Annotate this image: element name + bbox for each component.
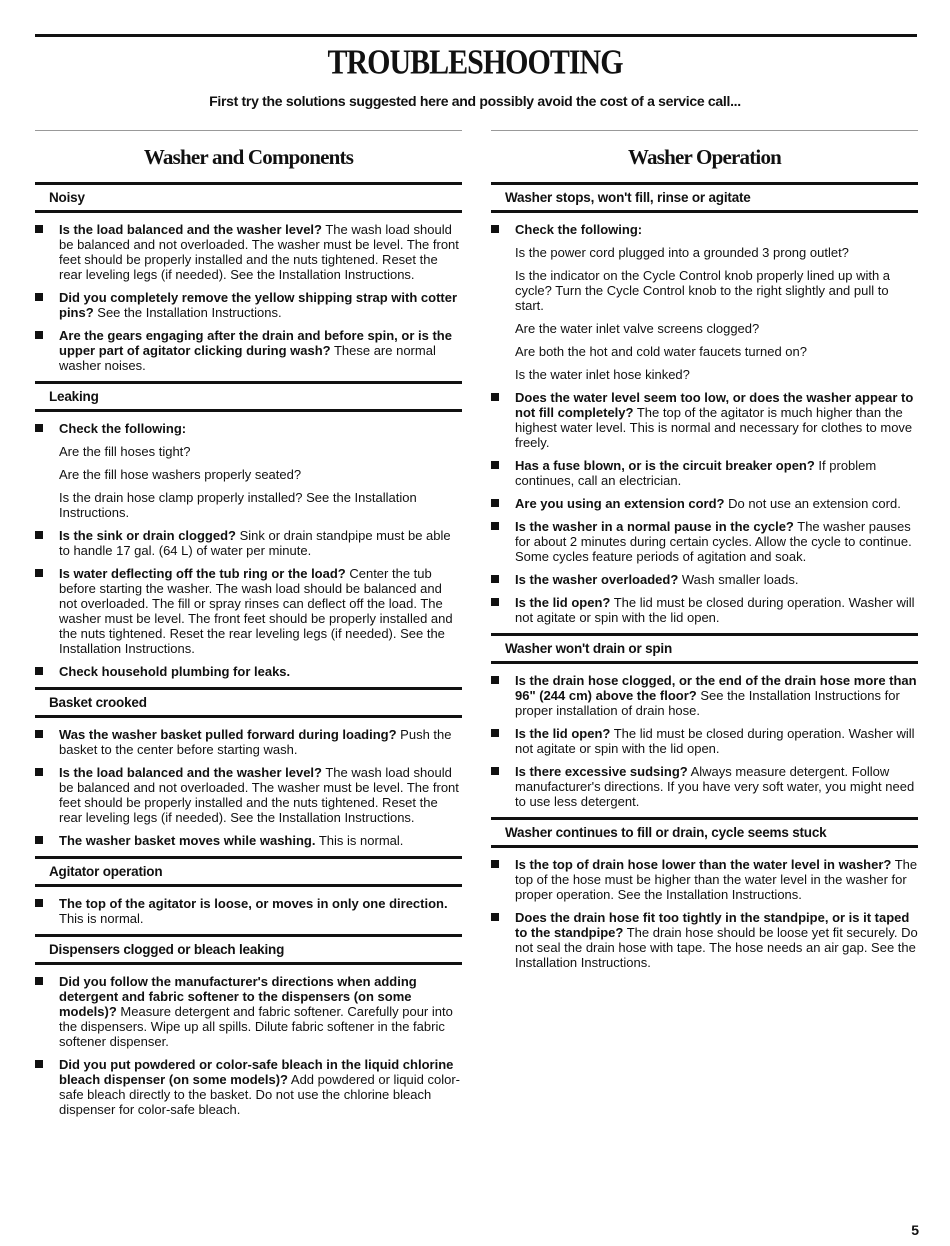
section	[491, 633, 918, 809]
square-bullet-icon	[491, 461, 499, 469]
item-answer: This is normal.	[59, 911, 144, 926]
item-question: Did you put powdered or color-safe bleach in the liquid chlorine bleach dispenser (on some models)?	[59, 1057, 454, 1087]
item-answer: Add powdered or liquid color-safe bleach directly to the basket. Do not use the chlorine bleach dispenser for color-safe bleach.	[59, 1072, 460, 1117]
troubleshooting-item	[491, 222, 918, 237]
troubleshooting-item	[35, 974, 462, 1049]
item-answer: The top of the hose must be higher than the water level in the washer for proper operation. See the Installation Instructions.	[515, 857, 918, 902]
item-question: Is the drain hose clogged, or the end of the drain hose more than 96" (244 cm) above the floor?	[515, 673, 917, 703]
item-answer: Push the basket to the center before starting wash.	[59, 727, 452, 757]
square-bullet-icon	[35, 768, 43, 776]
section	[35, 934, 462, 1117]
section-heading: Dispensers clogged or bleach leaking	[35, 934, 462, 965]
troubleshooting-item	[491, 595, 918, 625]
square-bullet-icon	[491, 860, 499, 868]
square-bullet-icon	[491, 676, 499, 684]
item-question: Is the top of drain hose lower than the water level in washer?	[515, 857, 892, 872]
troubleshooting-item	[35, 528, 462, 558]
item-answer: Wash smaller loads.	[678, 572, 799, 587]
square-bullet-icon	[35, 293, 43, 301]
column-heading: Washer Operation	[627, 145, 782, 169]
troubleshooting-item	[35, 833, 462, 848]
check-line: Is the indicator on the Cycle Control knob properly lined up with a cycle? Turn the Cycle Control knob to the right slightly and pull to start.	[515, 268, 891, 313]
item-answer: The washer pauses for about 2 minutes during certain cycles. Allow the cycle to continue. Some cycles feature periods of agitation and soak.	[515, 519, 912, 564]
item-question: Check the following:	[59, 421, 187, 436]
item-question: Are the gears engaging after the drain and before spin, or is the upper part of agitator clicking during wash?	[59, 328, 452, 358]
section-list	[35, 182, 462, 1117]
troubleshooting-item	[35, 727, 462, 757]
item-question: Is there excessive sudsing?	[515, 764, 688, 779]
square-bullet-icon	[35, 730, 43, 738]
square-bullet-icon	[491, 729, 499, 737]
square-bullet-icon	[35, 331, 43, 339]
square-bullet-icon	[35, 836, 43, 844]
troubleshooting-item	[35, 328, 462, 373]
item-question: Is the washer in a normal pause in the cycle?	[515, 519, 794, 534]
square-bullet-icon	[35, 667, 43, 675]
square-bullet-icon	[491, 913, 499, 921]
section	[35, 182, 462, 373]
troubleshooting-item	[35, 1057, 462, 1117]
troubleshooting-item	[35, 566, 462, 656]
section	[491, 182, 918, 625]
troubleshooting-item	[491, 726, 918, 756]
item-answer: Do not use an extension cord.	[724, 496, 901, 511]
item-answer: See the Installation Instructions.	[93, 305, 282, 320]
item-question: Is the sink or drain clogged?	[59, 528, 236, 543]
item-question: Is the load balanced and the washer level?	[59, 765, 322, 780]
section-heading: Washer stops, won't fill, rinse or agitate	[491, 182, 918, 213]
item-question: Was the washer basket pulled forward during loading?	[59, 727, 397, 742]
troubleshooting-item	[491, 572, 918, 587]
check-line: Are both the hot and cold water faucets turned on?	[515, 344, 807, 359]
square-bullet-icon	[491, 522, 499, 530]
page-title: TROUBLESHOOTING	[327, 43, 623, 82]
item-answer: The drain hose should be loose yet fit securely. Do not seal the drain hose with tape. The hose needs an air gap. See the Installation Instructions.	[515, 925, 918, 970]
square-bullet-icon	[35, 899, 43, 907]
column-divider	[491, 130, 918, 131]
troubleshooting-item	[491, 764, 918, 809]
section	[35, 381, 462, 679]
troubleshooting-item	[491, 910, 918, 970]
square-bullet-icon	[35, 531, 43, 539]
section-heading: Leaking	[35, 381, 462, 412]
page-subtitle: First try the solutions suggested here and possibly avoid the cost of a service call...	[209, 93, 741, 109]
item-question: Check household plumbing for leaks.	[59, 664, 291, 679]
troubleshooting-item	[491, 496, 918, 511]
item-answer: The top of the agitator is much higher than the highest water level. This is normal and necessary for clothes to move freely.	[515, 405, 913, 450]
square-bullet-icon	[491, 767, 499, 775]
column-divider	[35, 130, 462, 131]
check-line: Is the power cord plugged into a grounded 3 prong outlet?	[515, 245, 849, 260]
item-answer: See the Installation Instructions for proper installation of drain hose.	[515, 688, 900, 718]
troubleshooting-item	[35, 664, 462, 679]
troubleshooting-item	[491, 390, 918, 450]
square-bullet-icon	[491, 575, 499, 583]
top-rule	[35, 34, 917, 37]
item-answer: This is normal.	[315, 833, 404, 848]
column-heading: Washer and Components	[143, 145, 354, 169]
section	[35, 856, 462, 926]
troubleshooting-item	[35, 896, 462, 926]
square-bullet-icon	[491, 393, 499, 401]
item-question: Has a fuse blown, or is the circuit breaker open?	[515, 458, 815, 473]
item-question: Did you follow the manufacturer's directions when adding detergent and fabric softener to the dispensers (on some models)?	[59, 974, 417, 1019]
item-answer: Sink or drain standpipe must be able to handle 17 gal. (64 L) of water per minute.	[59, 528, 451, 558]
troubleshooting-item	[35, 421, 462, 436]
troubleshooting-item	[491, 519, 918, 564]
item-question: Is the lid open?	[515, 595, 611, 610]
square-bullet-icon	[35, 225, 43, 233]
item-question: Does the drain hose fit too tightly in the standpipe, or is it taped to the standpipe?	[515, 910, 910, 940]
check-line: Is the water inlet hose kinked?	[515, 367, 690, 382]
item-question: Did you completely remove the yellow shipping strap with cotter pins?	[59, 290, 458, 320]
item-answer: Measure detergent and fabric softener. Carefully pour into the dispensers. Wipe up all spills. Dilute fabric softener in the fabric softener dispenser.	[59, 1004, 453, 1049]
item-question: Are you using an extension cord?	[515, 496, 725, 511]
item-question: Is water deflecting off the tub ring or the load?	[59, 566, 346, 581]
check-line: Are the water inlet valve screens clogged?	[515, 321, 760, 336]
item-answer: The wash load should be balanced and not overloaded. The washer must be level. The front feet should be properly installed and the nuts tightened. Reset the rear leveling legs (if needed). See the Installation Instructions.	[59, 222, 459, 282]
square-bullet-icon	[35, 569, 43, 577]
page-number: 5	[911, 1222, 919, 1238]
troubleshooting-item	[491, 458, 918, 488]
item-answer: The wash load should be balanced and not overloaded. The washer must be level. The front feet should be properly installed and the nuts tightened. Reset the rear leveling legs (if needed). See the Installation Instructions.	[59, 765, 459, 825]
section-list	[491, 182, 918, 970]
troubleshooting-item	[491, 857, 918, 902]
square-bullet-icon	[491, 225, 499, 233]
item-question: Does the water level seem too low, or does the washer appear to not fill completely?	[515, 390, 914, 420]
item-question: Is the washer overloaded?	[515, 572, 679, 587]
check-line: Is the drain hose clamp properly installed? See the Installation Instructions.	[59, 490, 417, 520]
section	[35, 687, 462, 848]
column-washer-and-components	[35, 130, 462, 1125]
check-line: Are the fill hose washers properly seated?	[59, 467, 302, 482]
section-heading: Basket crooked	[35, 687, 462, 718]
item-answer: Always measure detergent. Follow manufacturer's directions. If you have very soft water, you might need to use less detergent.	[515, 764, 915, 809]
troubleshooting-item	[35, 222, 462, 282]
item-question: Check the following:	[515, 222, 643, 237]
item-answer: Center the tub before starting the washer. The wash load should be balanced and not overloaded. The fill or spray rinses can deflect off the load. The washer must be level. The front feet should be properly installed and the nuts tightened. Reset the rear leveling legs (if needed). See the Installation Instructions.	[59, 566, 453, 656]
column-washer-operation	[491, 130, 918, 978]
square-bullet-icon	[35, 1060, 43, 1068]
item-answer: The lid must be closed during operation. Washer will not agitate or spin with the lid open.	[515, 595, 915, 625]
troubleshooting-item	[35, 765, 462, 825]
item-answer: If problem continues, call an electrician.	[515, 458, 877, 488]
troubleshooting-item	[491, 673, 918, 718]
section-heading: Washer continues to fill or drain, cycle seems stuck	[491, 817, 918, 848]
item-question: Is the lid open?	[515, 726, 611, 741]
item-answer: These are normal washer noises.	[59, 343, 436, 373]
check-line: Are the fill hoses tight?	[59, 444, 191, 459]
section	[491, 817, 918, 970]
section-heading: Agitator operation	[35, 856, 462, 887]
item-question: Is the load balanced and the washer level?	[59, 222, 322, 237]
section-heading: Washer won't drain or spin	[491, 633, 918, 664]
square-bullet-icon	[491, 499, 499, 507]
troubleshooting-item	[35, 290, 462, 320]
square-bullet-icon	[35, 424, 43, 432]
square-bullet-icon	[491, 598, 499, 606]
section-heading: Noisy	[35, 182, 462, 213]
item-answer: The lid must be closed during operation. Washer will not agitate or spin with the lid open.	[515, 726, 915, 756]
square-bullet-icon	[35, 977, 43, 985]
item-question: The washer basket moves while washing.	[59, 833, 316, 848]
item-question: The top of the agitator is loose, or moves in only one direction.	[59, 896, 448, 911]
